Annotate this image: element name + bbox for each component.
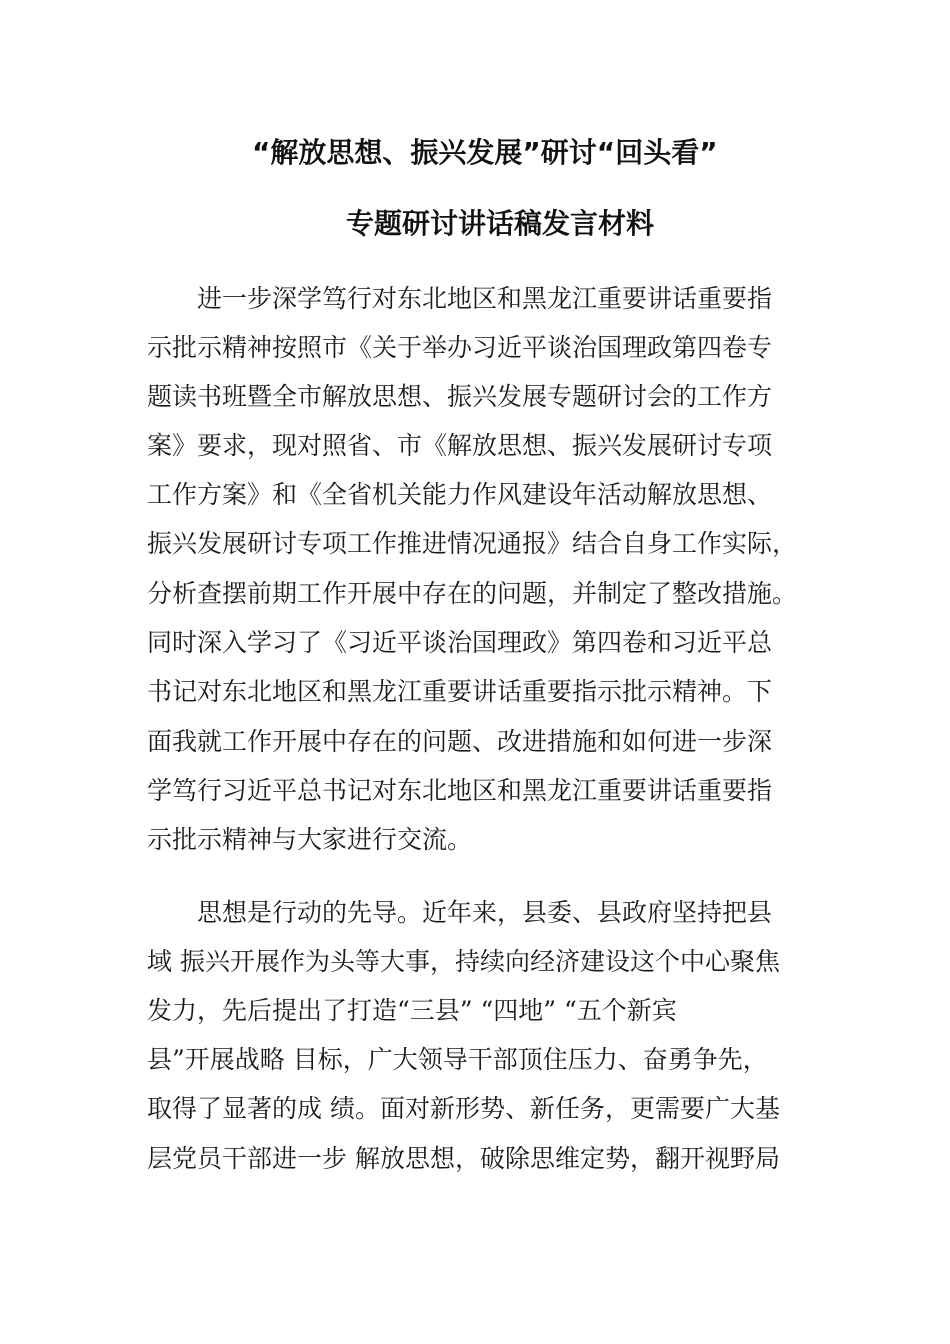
paragraph-line: 县”开展战略 目标，广大领导干部顶住压力、奋勇争先， (147, 1045, 768, 1074)
paragraph-line: 示批示精神按照市《关于举办习近平谈治国理政第四卷专 (147, 333, 773, 362)
paragraph-line: 取得了显著的成 绩。面对新形势、新任务，更需要广大基 (147, 1094, 780, 1123)
paragraph-line: 学笃行习近平总书记对东北地区和黑龙江重要讲话重要指 (147, 776, 773, 805)
paragraph-line: 案》要求，现对照省、市《解放思想、振兴发展研讨专项 (147, 431, 773, 460)
document-title-line-2: 专题研讨讲话稿发言材料 (346, 207, 655, 240)
paragraph-line: 振兴发展研讨专项工作推进情况通报》结合自身工作实际， (147, 529, 798, 558)
paragraph-line: 书记对东北地区和黑龙江重要讲话重要指示批示精神。下 (147, 677, 773, 706)
paragraph-line: 思想是行动的先导。近年来，县委、县政府坚持把县 (197, 898, 773, 927)
paragraph-line: 同时深入学习了《习近平谈治国理政》第四卷和习近平总 (147, 628, 773, 657)
paragraph-line: 层党员干部进一步 解放思想，破除思维定势，翻开视野局 (147, 1144, 780, 1173)
paragraph-line: 发力，先后提出了打造“三县” “四地” “五个新宾 (147, 996, 677, 1025)
paragraph-line: 题读书班暨全市解放思想、振兴发展专题研讨会的工作方 (147, 382, 773, 411)
paragraph-line: 域 振兴开展作为头等大事，持续向经济建设这个中心聚焦 (147, 947, 780, 976)
document-title-line-1: “解放思想、振兴发展”研讨“回头看” (252, 136, 718, 169)
paragraph-line: 工作方案》和《全省机关能力作风建设年活动解放思想、 (147, 480, 773, 509)
paragraph-line: 进一步深学笃行对东北地区和黑龙江重要讲话重要指 (197, 284, 773, 313)
paragraph-line: 面我就工作开展中存在的问题、改进措施和如何进一步深 (147, 727, 773, 756)
paragraph-line: 分析查摆前期工作开展中存在的问题，并制定了整改措施。 (147, 579, 798, 608)
paragraph-line: 示批示精神与大家进行交流。 (147, 825, 473, 854)
